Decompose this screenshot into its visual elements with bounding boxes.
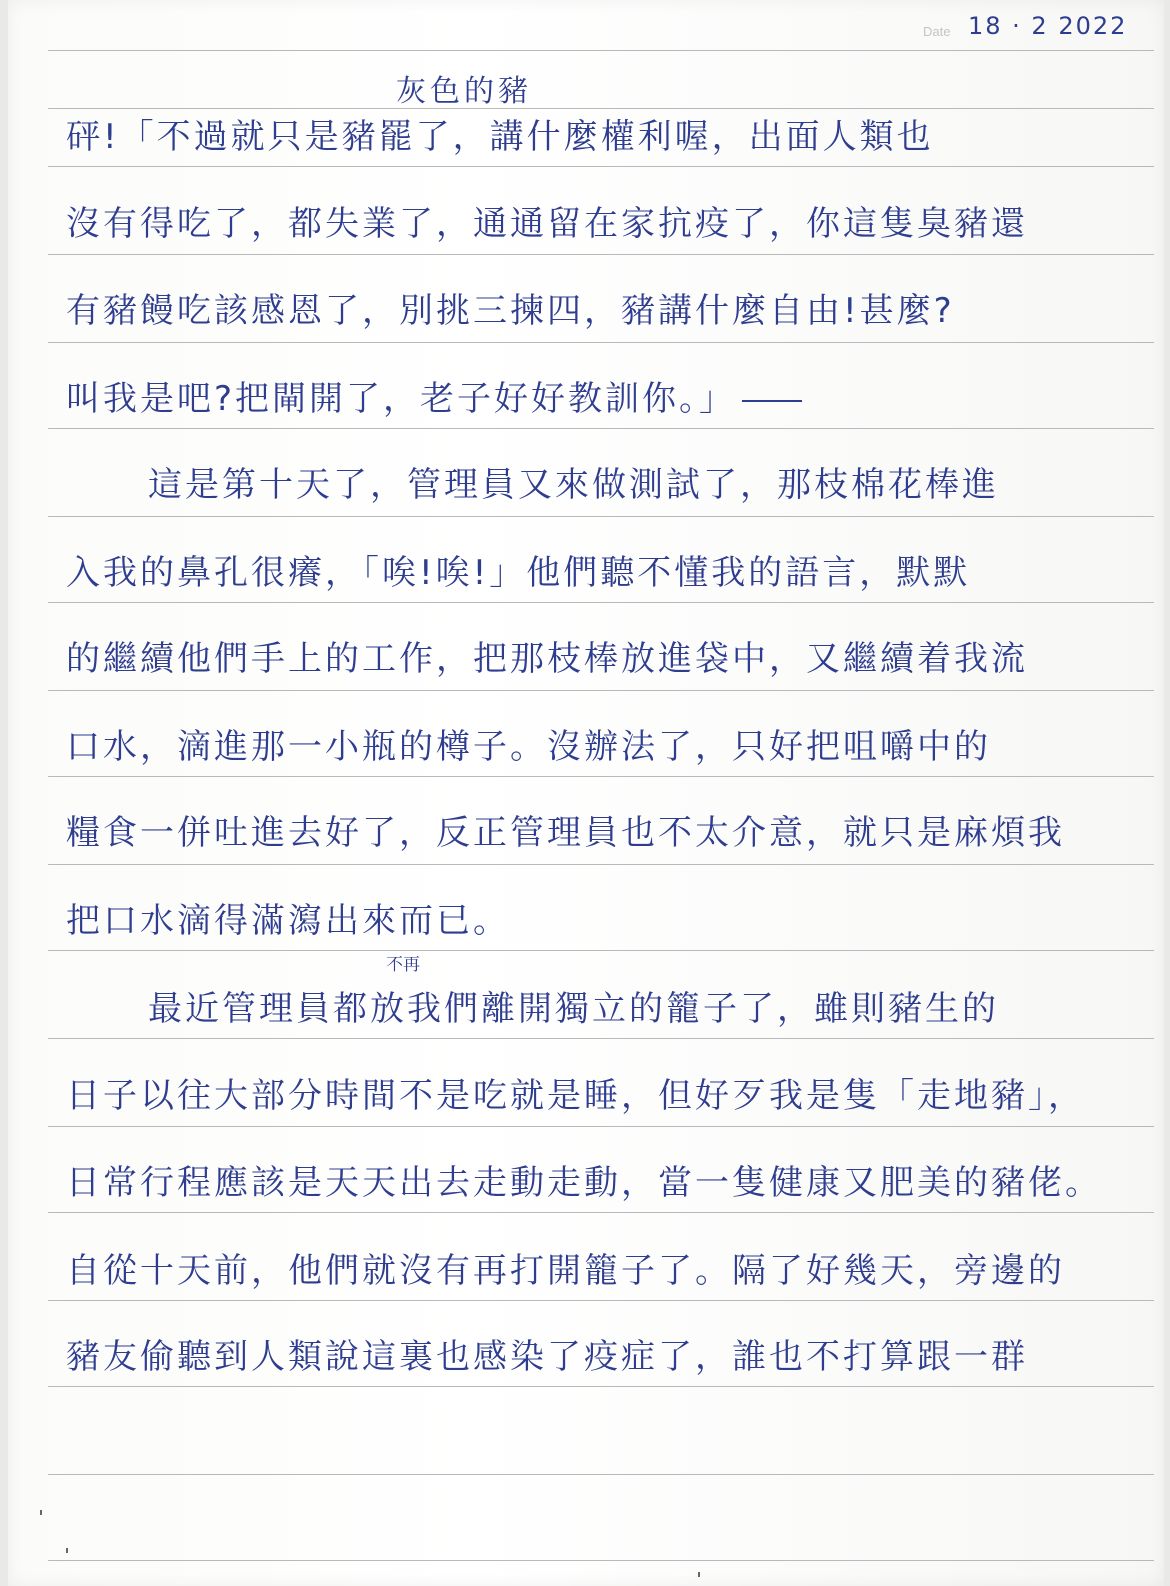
- text-line: 口水，滴進那一小瓶的樽子。沒辦法了，只好把咀嚼中的: [66, 727, 991, 767]
- ruled-line: [48, 602, 1154, 603]
- text-line-with-dash: [66, 378, 1146, 420]
- ruled-line: [48, 1560, 1154, 1561]
- ruled-line: [48, 776, 1154, 777]
- text-line: 日子以往大部分時間不是吃就是睡，但好歹我是隻「走地豬」，: [66, 1076, 1085, 1116]
- text-line: 叫我是吧?把閘開了，老子好好教訓你。」: [66, 379, 737, 419]
- ruled-line: [48, 950, 1154, 951]
- ruled-line: [48, 1474, 1154, 1475]
- notebook-page: [8, 0, 1164, 1586]
- ruled-line: [48, 1038, 1154, 1039]
- ruled-line: [48, 254, 1154, 255]
- text-line: 把口水滴得滿瀉出來而已。: [66, 901, 510, 941]
- dash-mark: [742, 400, 802, 402]
- paper-speck: [698, 1572, 700, 1577]
- paper-speck: [40, 1510, 42, 1515]
- text-line: 日常行程應該是天天出去走動走動，當一隻健康又肥美的豬佬。: [66, 1163, 1102, 1203]
- text-line: 沒有得吃了，都失業了，通通留在家抗疫了，你這隻臭豬還: [66, 204, 1028, 244]
- text-line: 有豬饅吃該感恩了，別挑三揀四，豬講什麼自由!甚麼?: [66, 291, 955, 331]
- paper-speck: [66, 1548, 68, 1553]
- page-title: 灰色的豬: [396, 74, 532, 109]
- ruled-line: [48, 342, 1154, 343]
- ruled-line: [48, 1212, 1154, 1213]
- ruled-line: [48, 864, 1154, 865]
- ruled-line: [48, 428, 1154, 429]
- ruled-line: [48, 516, 1154, 517]
- text-line: 的繼續他們手上的工作，把那枝棒放進袋中，又繼續着我流: [66, 639, 1028, 679]
- ruled-line: [48, 108, 1154, 109]
- paragraph-start-line: 最近管理員都放我們離開獨立的籠子了，雖則豬生的: [148, 989, 999, 1029]
- text-line: 入我的鼻孔很癢，「唉!唉!」他們聽不懂我的語言，默默: [66, 553, 971, 593]
- text-line: 豬友偷聽到人類說這裏也感染了疫症了，誰也不打算跟一群: [66, 1337, 1028, 1377]
- inserted-note: 不再: [386, 955, 420, 975]
- ruled-line: [48, 1300, 1154, 1301]
- ruled-line: [48, 50, 1154, 51]
- text-line: 砰!「不過就只是豬罷了，講什麼權利喔，出面人類也: [66, 117, 934, 157]
- paragraph-start-line: 這是第十天了，管理員又來做測試了，那枝棉花棒進: [148, 465, 999, 505]
- ruled-line: [48, 1126, 1154, 1127]
- text-line: 自從十天前，他們就沒有再打開籠子了。隔了好幾天，旁邊的: [66, 1251, 1065, 1291]
- ruled-line: [48, 1386, 1154, 1387]
- text-line: 糧食一併吐進去好了，反正管理員也不太介意，就只是麻煩我: [66, 813, 1065, 853]
- date-value: 18 · 2 2022: [968, 12, 1128, 40]
- ruled-line: [48, 166, 1154, 167]
- ruled-line: [48, 690, 1154, 691]
- date-label: Date: [923, 24, 951, 39]
